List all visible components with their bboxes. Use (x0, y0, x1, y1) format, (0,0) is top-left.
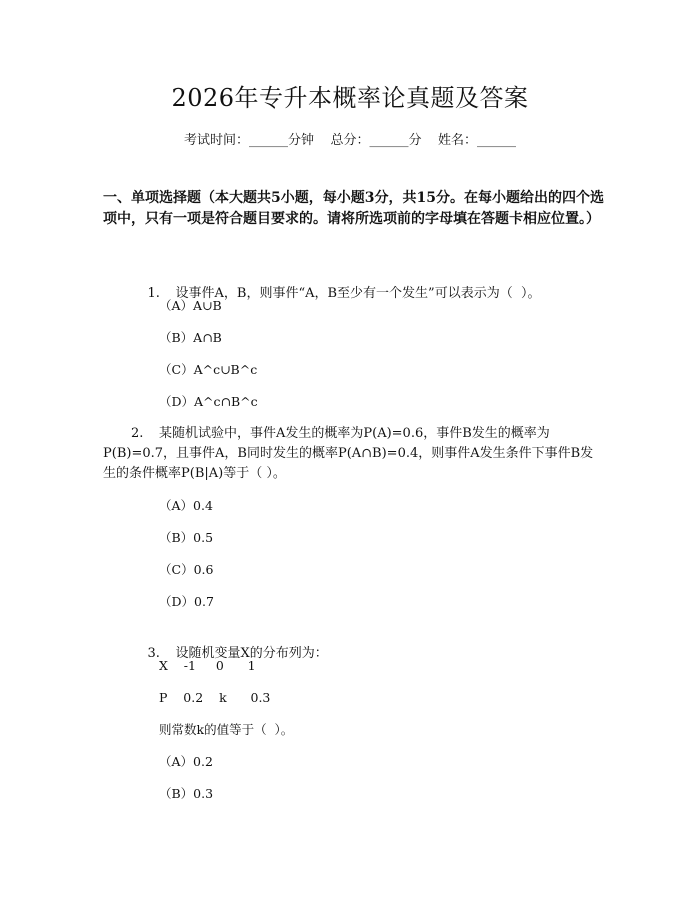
option-1a: （A）A∪B (159, 298, 222, 313)
question-text: 设事件A，B，则事件“A，B至少有一个发生”可以表示为（ ）。 (175, 286, 541, 301)
question-text: 设随机变量X的分布列为： (175, 646, 328, 661)
option-2b: （B）0.5 (159, 530, 214, 545)
option-1b: （B）A∩B (159, 330, 222, 345)
question-text: 某随机试验中，事件A发生的概率为P(A)=0.6，事件B发生的概率为 (159, 426, 550, 441)
distribution-row-p: P 0.2 k 0.3 (159, 690, 271, 705)
question-2-first-line (103, 424, 600, 444)
page-title: 2026年专升本概率论真题及答案 (171, 84, 529, 112)
section-heading: 一、单项选择题（本大题共5小题，每小题3分，共15分。在每小题给出的四个选项中，只有一项是符合题目要求的。请将所选项前的字母填在答题卡相应位置。） (103, 190, 604, 227)
option-2c: （C）0.6 (159, 562, 214, 577)
question-2 (103, 424, 600, 484)
question-text-continued: P(B)=0.7，且事件A，B同时发生的概率P(A∩B)=0.4，则事件A发生条件下事件B发生的条件概率P(B|A)等于（ ）。 (103, 446, 594, 481)
option-3a: （A）0.2 (159, 754, 213, 769)
question-number: 1. (147, 286, 160, 301)
option-2d: （D）0.7 (159, 594, 214, 609)
option-1d: （D）A^c∩B^c (159, 394, 258, 409)
question-number: 2. (131, 426, 144, 441)
exam-info-line: 考试时间：______分钟 总分：______分 姓名：______ (183, 133, 517, 148)
question-number: 3. (147, 646, 160, 661)
question-3-prompt: 则常数k的值等于（ ）。 (159, 722, 294, 737)
option-1c: （C）A^c∪B^c (159, 362, 258, 377)
distribution-row-x: X -1 0 1 (159, 658, 256, 673)
option-2a: （A）0.4 (159, 498, 213, 513)
option-3b: （B）0.3 (159, 786, 214, 801)
